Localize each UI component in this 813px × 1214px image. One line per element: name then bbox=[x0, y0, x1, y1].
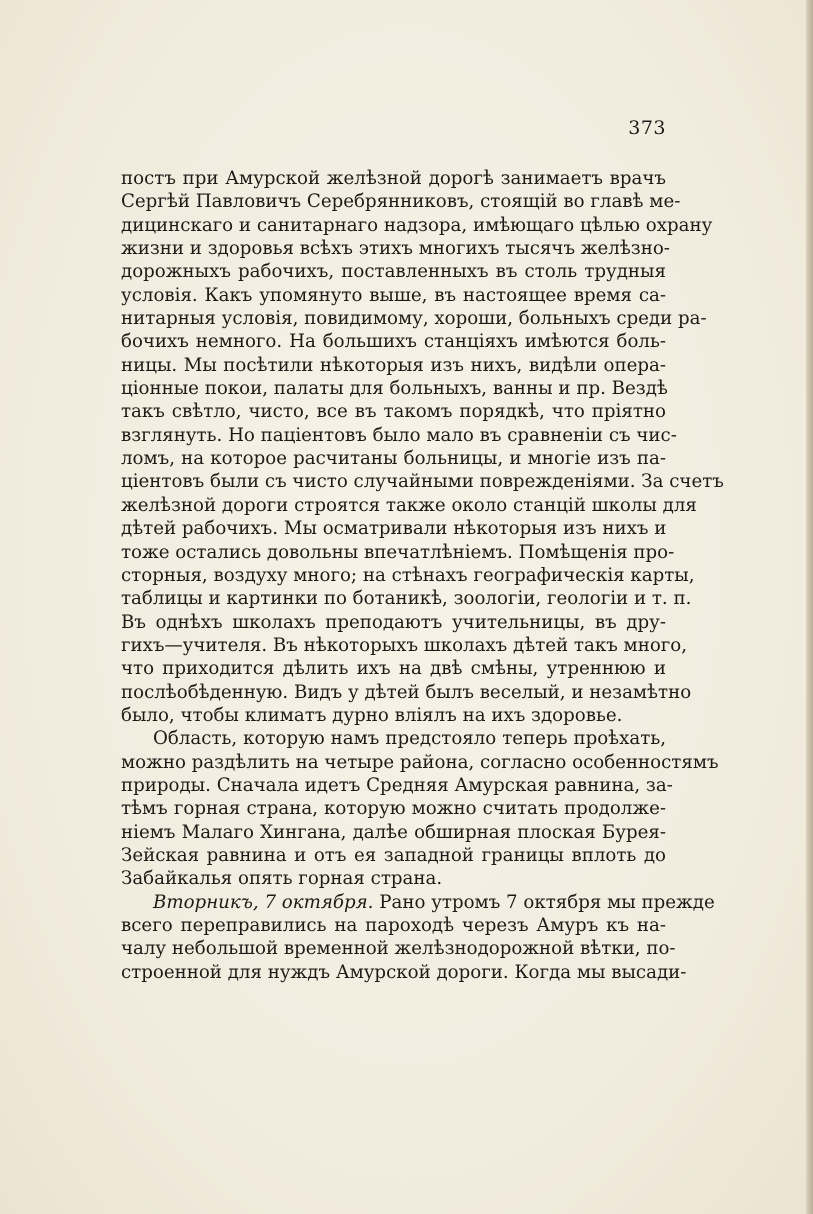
text-line: условія. Какъ упомянуто выше, въ настоящее время са- bbox=[121, 284, 666, 306]
text-line: ціентовъ были съ чисто случайными поврежденіями. За счетъ bbox=[121, 471, 724, 493]
text-line: послѣобѣденную. Видъ у дѣтей былъ веселый, и незамѣтно bbox=[121, 681, 692, 703]
text-line: всего переправились на пароходѣ черезъ Амуръ къ на- bbox=[121, 915, 666, 936]
text-line: сторныя, воздуху много; на стѣнахъ географическія карты, bbox=[121, 564, 695, 586]
text-line: ціонные покои, палаты для больныхъ, ванны и пр. Вездѣ bbox=[121, 378, 668, 400]
text-line: дорожныхъ рабочихъ, поставленныхъ въ столь трудныя bbox=[121, 261, 666, 283]
text-line: тѣмъ горная страна, которую можно считать продолже- bbox=[121, 798, 666, 820]
paragraph-stations-hospitals-schools bbox=[121, 167, 724, 727]
text-line: постъ при Амурской желѣзной дорогѣ занимаетъ врачъ bbox=[121, 168, 666, 189]
text-line: взглянуть. Но паціентовъ было мало въ сравненіи съ чис- bbox=[121, 424, 677, 446]
text-line: дицинскаго и санитарнаго надзора, имѣющаго цѣлью охрану bbox=[121, 214, 713, 236]
text-line: ніемъ Малаго Хингана, далѣе обширная плоская Бурея- bbox=[121, 821, 666, 843]
text-line: гихъ—учителя. Въ нѣкоторыхъ школахъ дѣтей такъ много, bbox=[121, 634, 688, 656]
text-line: Забайкалья опять горная страна. bbox=[121, 868, 443, 890]
text-line: дѣтей рабочихъ. Мы осматривали нѣкоторыя изъ нихъ и bbox=[121, 518, 667, 540]
text-line: можно раздѣлить на четыре района, согласно особенностямъ bbox=[121, 751, 719, 773]
main-text bbox=[121, 167, 724, 984]
text-line: строенной для нуждъ Амурской дороги. Когда мы высади- bbox=[121, 961, 687, 983]
page-number: 373 bbox=[628, 117, 666, 139]
text-line-rest: Рано утромъ 7 октября мы прежде bbox=[379, 891, 715, 913]
text-line: желѣзной дороги строятся также около станцій школы для bbox=[121, 494, 697, 516]
text-line: чалу небольшой временной желѣзнодорожной вѣтки, по- bbox=[121, 938, 676, 960]
text-line: Область, которую намъ предстояло теперь проѣхать, bbox=[153, 728, 666, 750]
text-line: Въ однѣхъ школахъ преподаютъ учительницы, въ дру- bbox=[121, 611, 666, 633]
text-line: ницы. Мы посѣтили нѣкоторыя изъ нихъ, видѣли опера- bbox=[121, 354, 666, 376]
date-heading: Вторникъ, 7 октября. bbox=[153, 891, 374, 913]
text-line: Сергѣй Павловичъ Серебрянниковъ, стоящій во главѣ ме- bbox=[121, 191, 681, 213]
text-line: бочихъ немного. На большихъ станціяхъ имѣются боль- bbox=[121, 331, 666, 353]
text-line: Зейская равнина и отъ ея западной границы вплоть до bbox=[121, 844, 666, 866]
text-line: что приходится дѣлить ихъ на двѣ смѣны, утреннюю и bbox=[121, 658, 666, 680]
text-line: ломъ, на которое расчитаны больницы, и многіе изъ па- bbox=[121, 448, 666, 470]
text-line: жизни и здоровья всѣхъ этихъ многихъ тысячъ желѣзно- bbox=[121, 238, 670, 260]
text-line bbox=[121, 891, 715, 914]
text-line: было, чтобы климатъ дурно вліялъ на ихъ здоровье. bbox=[121, 704, 623, 726]
page-edge-shadow bbox=[806, 0, 813, 1214]
text-line: нитарныя условія, повидимому, хороши, больныхъ среди ра- bbox=[121, 308, 707, 330]
text-line: таблицы и картинки по ботаникѣ, зоологіи, геологіи и т. п. bbox=[121, 588, 692, 610]
text-line: такъ свѣтло, чисто, все въ такомъ порядкѣ, что пріятно bbox=[121, 401, 666, 423]
text-line: природы. Сначала идетъ Средняя Амурская равнина, за- bbox=[121, 774, 673, 796]
text-line: тоже остались довольны впечатлѣніемъ. Помѣщенія про- bbox=[121, 541, 675, 563]
paragraph-regions bbox=[121, 727, 719, 890]
paragraph-tuesday-entry bbox=[121, 891, 715, 984]
